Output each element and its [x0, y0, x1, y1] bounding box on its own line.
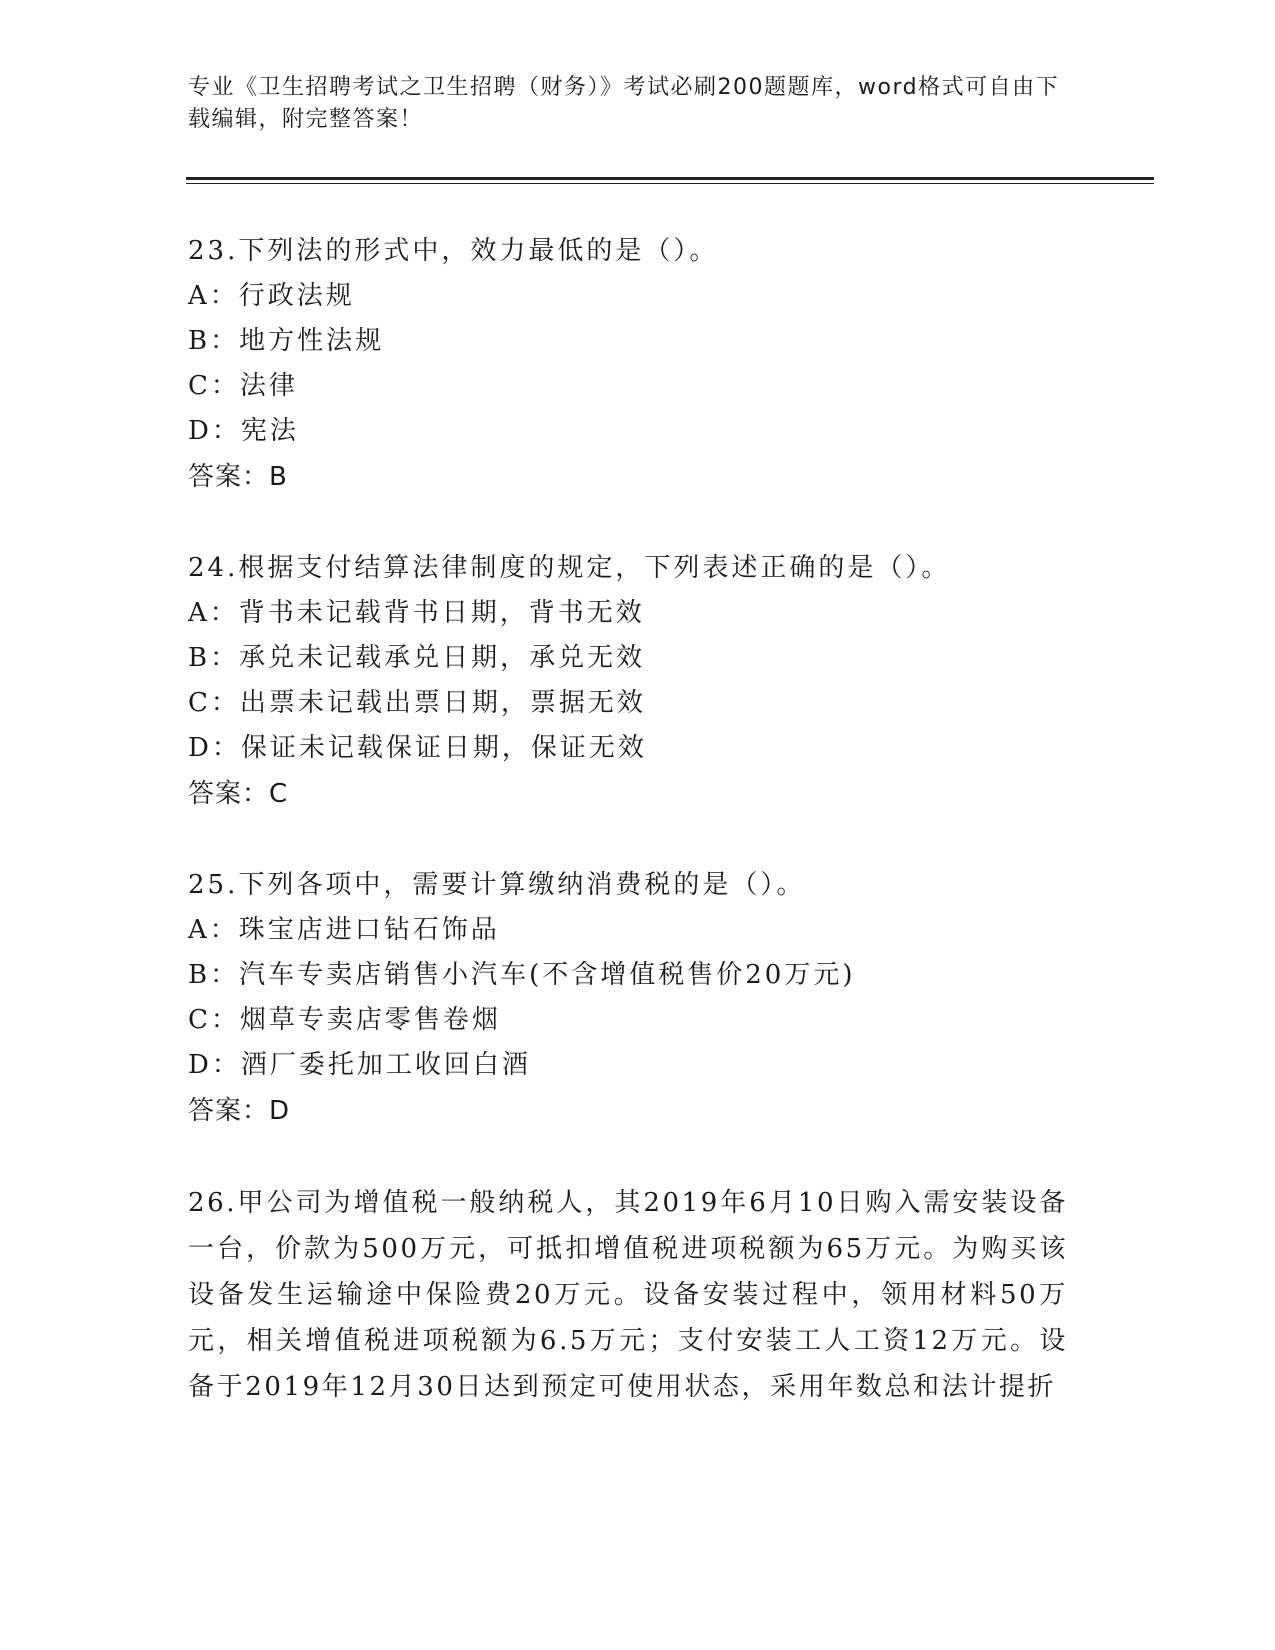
answer: 答案：B: [188, 462, 288, 492]
header-divider: [186, 177, 1154, 180]
option-d: D：宪法: [188, 416, 299, 446]
option-b: B：汽车专卖店销售小汽车(不含增值税售价20万元): [188, 960, 856, 990]
option-c: C：烟草专卖店零售卷烟: [188, 1005, 501, 1035]
answer: 答案：C: [188, 779, 289, 809]
question-25: [188, 862, 1088, 1134]
question-stem: 24.根据支付结算法律制度的规定，下列表述正确的是（）。: [188, 553, 951, 583]
question-stem: 25.下列各项中，需要计算缴纳消费税的是（）。: [188, 870, 806, 900]
option-b: B：承兑未记载承兑日期，承兑无效: [188, 643, 646, 673]
option-c: C：出票未记载出票日期，票据无效: [188, 688, 646, 718]
question-26: [188, 1180, 1088, 1410]
option-a: A：行政法规: [188, 281, 355, 311]
option-b: B：地方性法规: [188, 326, 385, 356]
question-24: [188, 545, 1088, 817]
question-stem: 26.甲公司为增值税一般纳税人，其2019年6月10日购入需安装设备一台，价款为500万元，可抵扣增值税进项税额为65万元。为购买该设备发生运输途中保险费20万元。设备安装过程中，领用材料50万元，相关增值税进项税额为6.5万元；支付安装工人工资12万元。设备于2019年12月30日达到预定可使用状态，采用年数总和法计提折: [188, 1188, 1068, 1402]
option-d: D：酒厂委托加工收回白酒: [188, 1050, 531, 1080]
option-a: A：珠宝店进口钻石饰品: [188, 915, 500, 945]
question-23: [188, 228, 1088, 500]
header-divider-thin: [186, 183, 1154, 184]
document-header: 专业《卫生招聘考试之卫生招聘（财务）》考试必刷200题题库，word格式可自由下载编辑，附完整答案！: [188, 75, 1060, 132]
question-stem: 23.下列法的形式中，效力最低的是（）。: [188, 236, 719, 266]
option-a: A：背书未记载背书日期，背书无效: [188, 598, 645, 628]
answer: 答案：D: [188, 1096, 291, 1126]
option-c: C：法律: [188, 371, 298, 401]
option-d: D：保证未记载保证日期，保证无效: [188, 733, 647, 763]
